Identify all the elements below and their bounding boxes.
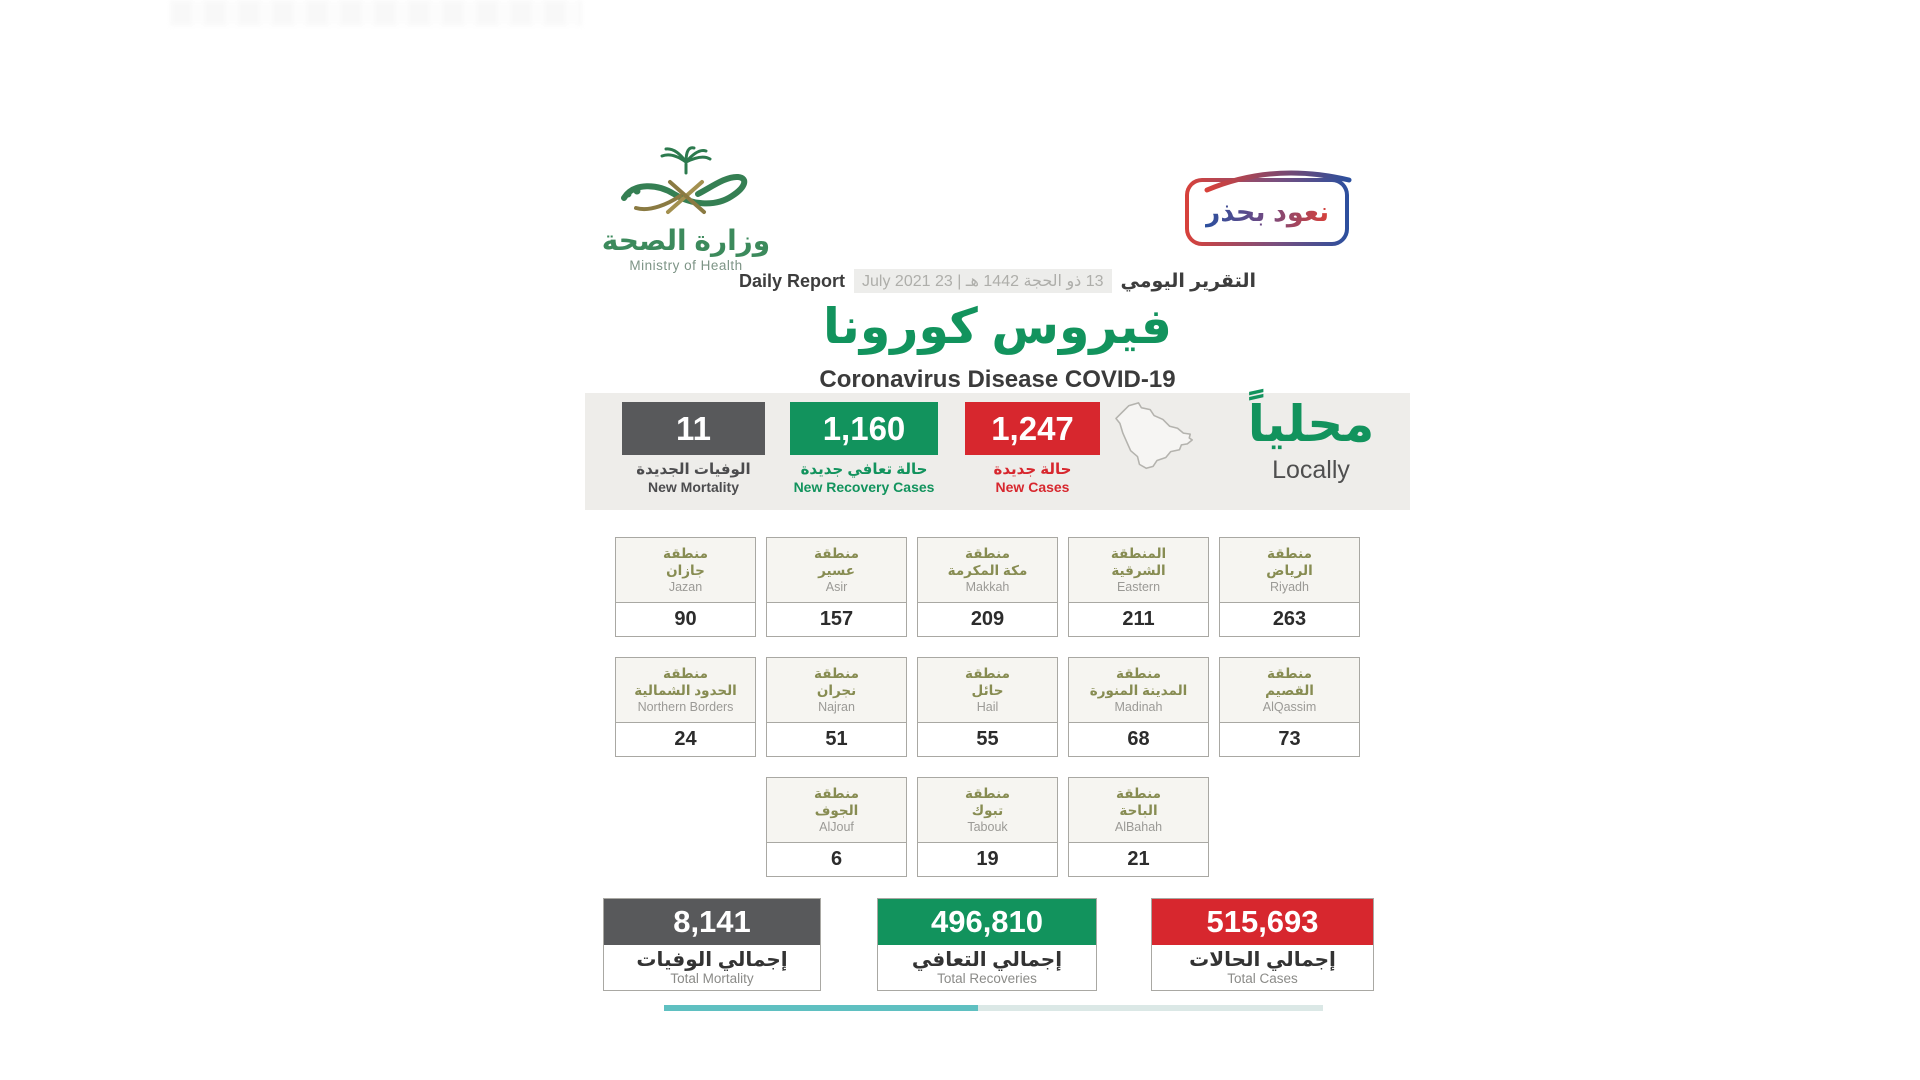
new-cases-stat (945, 402, 1120, 495)
total-cases-label-ar: إجمالي الحالات (1189, 948, 1336, 971)
new-recovery-stat (770, 402, 958, 495)
region-card-tabouk (917, 777, 1058, 877)
region-value: 263 (1220, 602, 1359, 636)
region-card-hail (917, 657, 1058, 757)
total-mortality-label-ar: إجمالي الوفيات (636, 948, 788, 971)
logo-arabic-name: وزارة الصحة (601, 225, 771, 256)
return-with-caution-badge (1185, 178, 1349, 246)
region-ar-line1: منطقة (814, 666, 859, 681)
region-card-riyadh (1219, 537, 1360, 637)
report-date-line (585, 266, 1410, 296)
region-ar-line1: منطقة (663, 666, 708, 681)
region-ar-line2: مكة المكرمة (947, 563, 1028, 578)
region-ar-line1: منطقة (814, 786, 859, 801)
region-value: 21 (1069, 842, 1208, 876)
daily-report-label-en: Daily Report (739, 270, 846, 291)
region-en-name: Tabouk (967, 820, 1008, 834)
new-mortality-stat (602, 402, 785, 495)
region-en-name: AlQassim (1262, 700, 1317, 714)
region-en-name: Asir (825, 580, 848, 594)
region-value: 68 (1069, 722, 1208, 756)
region-card-madinah (1068, 657, 1209, 757)
region-en-name: Makkah (965, 580, 1010, 594)
region-value: 6 (767, 842, 906, 876)
region-ar-line2: القصيم (1265, 683, 1314, 698)
region-ar-line2: الباحة (1119, 803, 1158, 818)
region-value: 73 (1220, 722, 1359, 756)
total-cases-value: 515,693 (1152, 899, 1373, 945)
footer-underline-light (978, 1005, 1323, 1011)
region-en-name: Eastern (1116, 580, 1161, 594)
new-mortality-value: 11 (622, 402, 765, 455)
region-ar-line1: منطقة (1116, 786, 1161, 801)
region-ar-line2: المدينة المنورة (1089, 683, 1188, 698)
region-value: 157 (767, 602, 906, 636)
region-card-makkah (917, 537, 1058, 637)
region-value: 90 (616, 602, 755, 636)
locally-heading (1213, 393, 1409, 485)
region-value: 51 (767, 722, 906, 756)
region-en-name: AlJouf (819, 820, 854, 834)
region-en-name: Najran (818, 700, 855, 714)
region-ar-line2: حائل (971, 683, 1004, 698)
new-cases-label-en: New Cases (995, 479, 1070, 495)
total-mortality-label-en: Total Mortality (670, 970, 754, 986)
region-ar-line2: الرياض (1266, 563, 1313, 578)
page-title-english: Coronavirus Disease COVID-19 (819, 366, 1176, 393)
region-en-name: Madinah (1114, 700, 1163, 714)
new-recovery-value: 1,160 (790, 402, 938, 455)
badge-label: نعود بحذر (1204, 196, 1330, 227)
region-value: 24 (616, 722, 755, 756)
region-card-aljouf (766, 777, 907, 877)
region-ar-line1: منطقة (1267, 666, 1312, 681)
page-title-arabic: فيروس كورونا (823, 300, 1172, 354)
logo-english-name: Ministry of Health (629, 258, 743, 273)
region-ar-line2: الجوف (814, 803, 859, 818)
region-ar-line1: منطقة (814, 546, 859, 561)
ministry-of-health-logo (596, 146, 776, 273)
total-cases-label-en: Total Cases (1227, 970, 1298, 986)
region-card-asir (766, 537, 907, 637)
region-ar-line2: نجران (816, 683, 857, 698)
daily-stats-band (585, 393, 1410, 510)
report-date: 13 ذو الحجة 1442 هـ | 23 July 2021 (854, 269, 1112, 293)
saudi-arabia-map-icon (1108, 396, 1208, 485)
region-card-najran (766, 657, 907, 757)
total-mortality-value: 8,141 (604, 899, 820, 945)
region-ar-line1: منطقة (965, 786, 1010, 801)
region-card-eastern (1068, 537, 1209, 637)
regions-grid (615, 537, 1360, 877)
total-recoveries-value: 496,810 (878, 899, 1096, 945)
region-value: 55 (918, 722, 1057, 756)
ghost-artifact (170, 0, 582, 26)
region-card-northern-borders (615, 657, 756, 757)
region-en-name: Riyadh (1270, 580, 1309, 594)
region-value: 19 (918, 842, 1057, 876)
region-value: 211 (1069, 602, 1208, 636)
locally-label-en: Locally (1272, 456, 1350, 484)
region-card-albahah (1068, 777, 1209, 877)
region-ar-line1: منطقة (1267, 546, 1312, 561)
total-recoveries-card (877, 898, 1097, 991)
locally-label-ar: محلياً (1247, 396, 1375, 452)
region-ar-line2: الحدود الشمالية (634, 683, 737, 698)
new-recovery-label-en: New Recovery Cases (793, 479, 935, 495)
region-ar-line2: جازان (666, 563, 705, 578)
region-ar-line1: المنطقة (1110, 546, 1167, 561)
badge-swoosh-icon (1203, 168, 1353, 194)
footer-underline-teal (664, 1005, 978, 1011)
region-en-name: AlBahah (1114, 820, 1163, 834)
new-mortality-label-ar: الوفيات الجديدة (636, 461, 751, 478)
region-ar-line2: تبوك (971, 803, 1004, 818)
region-ar-line1: منطقة (663, 546, 708, 561)
region-ar-line1: منطقة (1116, 666, 1161, 681)
total-recoveries-label-ar: إجمالي التعافي (911, 948, 1063, 971)
region-card-alqassim (1219, 657, 1360, 757)
total-mortality-card (603, 898, 821, 991)
new-recovery-label-ar: حالة تعافي جديدة (800, 461, 928, 478)
region-ar-line2: عسير (818, 563, 855, 578)
region-en-name: Jazan (668, 580, 703, 594)
region-value: 209 (918, 602, 1057, 636)
region-en-name: Northern Borders (637, 700, 734, 714)
new-cases-value: 1,247 (965, 402, 1100, 455)
region-en-name: Hail (976, 700, 999, 714)
daily-report-label-ar: التقرير اليومي (1120, 270, 1256, 292)
palm-and-swords-icon (606, 146, 766, 222)
new-cases-label-ar: حالة جديدة (993, 461, 1072, 478)
total-cases-card (1151, 898, 1374, 991)
region-ar-line2: الشرقية (1111, 563, 1166, 578)
new-mortality-label-en: New Mortality (647, 479, 739, 495)
region-ar-line1: منطقة (965, 666, 1010, 681)
region-ar-line1: منطقة (965, 546, 1010, 561)
total-recoveries-label-en: Total Recoveries (937, 970, 1037, 986)
region-card-jazan (615, 537, 756, 637)
